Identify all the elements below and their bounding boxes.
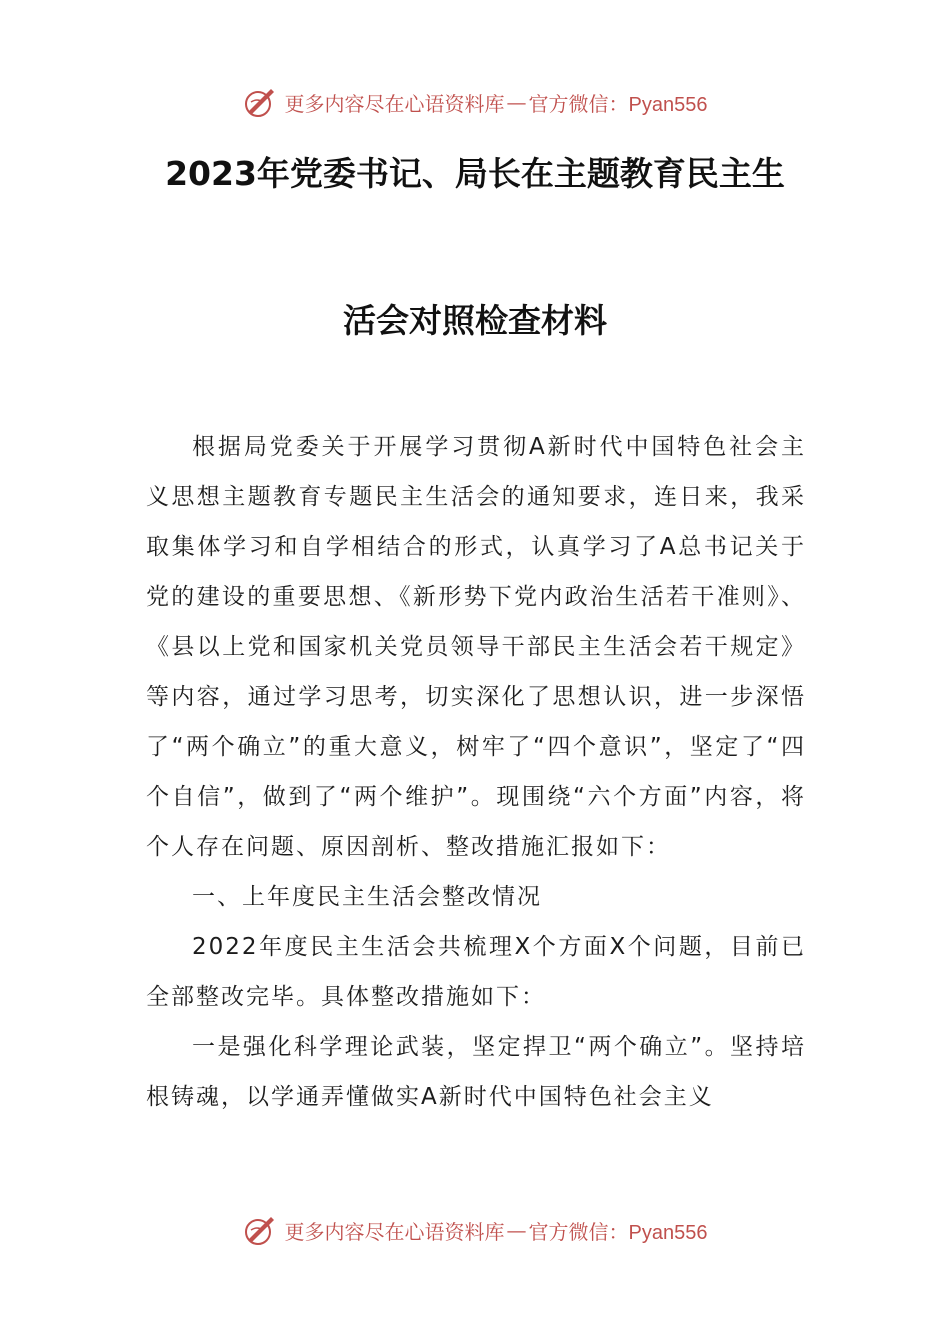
- body-paragraph-summary: 2022年度民主生活会共梳理X个方面X个问题，目前已全部整改完毕。具体整改措施如下：: [146, 934, 806, 1010]
- pen-logo-icon: [243, 84, 279, 120]
- banner-wechat-text: 官方微信：Pyan556: [528, 93, 708, 116]
- pen-logo-icon: [243, 1212, 279, 1248]
- section-heading-1: 一、上年度民主生活会整改情况: [192, 884, 542, 910]
- banner-wechat-text: 官方微信：Pyan556: [528, 1221, 708, 1244]
- header-banner: [0, 82, 950, 122]
- banner-site-text: 更多内容尽在心语资料库: [284, 91, 505, 116]
- banner-site-text: 更多内容尽在心语资料库: [284, 1219, 505, 1244]
- document-body: [146, 422, 806, 1122]
- footer-banner: [0, 1210, 950, 1250]
- body-paragraph-intro: 根据局党委关于开展学习贯彻A新时代中国特色社会主义思想主题教育专题民主生活会的通知要求，连日来，我采取集体学习和自学相结合的形式，认真学习了A总书记关于党的建设的重要思想、《新形势下党内政治生活若干准则》、《县以上党和国家机关党员领导干部民主生活会若干规定》等内容，通过学习思考，切实深化了思想认识，进一步深悟了“两个确立”的重大意义，树牢了“四个意识”，坚定了“四个自信”，做到了“两个维护”。现围绕“六个方面”内容，将个人存在问题、原因剖析、整改措施汇报如下：: [146, 434, 806, 860]
- document-title-line-2: 活会对照检查材料: [343, 301, 607, 340]
- body-paragraph-measure-1: 一是强化科学理论武装，坚定捍卫“两个确立”。坚持培根铸魂，以学通弄懂做实A新时代中国特色社会主义: [146, 1034, 806, 1110]
- banner-separator: —: [506, 1218, 527, 1242]
- document-title-line-1: 2023年党委书记、局长在主题教育民主生: [165, 154, 785, 193]
- banner-separator: —: [506, 90, 527, 114]
